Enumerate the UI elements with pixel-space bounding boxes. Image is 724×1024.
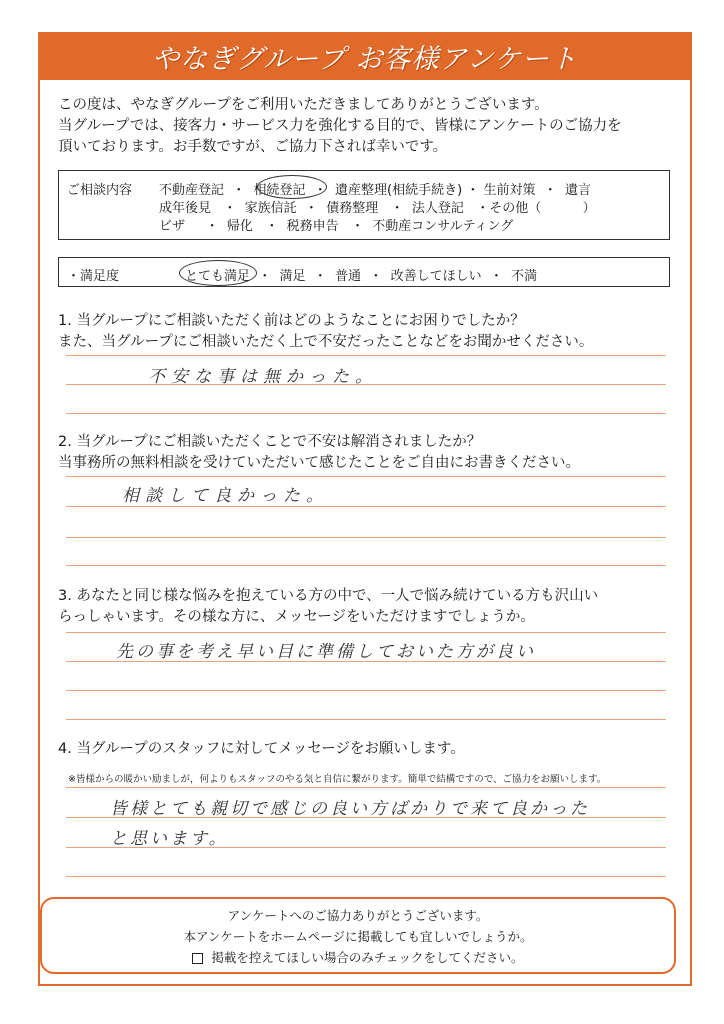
consultation-options-row: 成年後見 ・ 家族信託 ・ 債務整理 ・ 法人登記 ・その他（ ）	[159, 201, 596, 216]
selected-consultation-circle	[257, 175, 327, 199]
title-banner	[38, 32, 692, 80]
consultation-options-row: 不動産登記 ・ 相続登記 ・ 遺産整理(相続手続き) ・ 生前対策 ・ 遺言	[159, 183, 591, 198]
question-4-note: ※皆様からの暖かい励ましが，何よりもスタッフのやる気と自信に繋がります。簡単で結構ですので、ご協力をお願いします。	[68, 774, 607, 785]
question-text: 当事務所の無料相談を受けていただいて感じたことをご自由にお書きください。	[58, 455, 580, 471]
answer-rule	[66, 847, 666, 848]
satisfaction-box	[58, 257, 670, 287]
checkbox-label: 掲載を控えてほしい場合のみチェックをしてください。	[211, 950, 524, 965]
publish-opt-out-checkbox[interactable]	[192, 953, 203, 964]
answer-2-handwriting: 相談して良かった。	[122, 486, 329, 506]
answer-rule	[66, 537, 666, 538]
question-text: また、当グループにご相談いただく上で不安だったことなどをお聞かせください。	[58, 334, 594, 350]
footer-box	[40, 897, 676, 974]
answer-rule	[66, 506, 666, 507]
question-text: 4. 当グループのスタッフに対してメッセージをお願いします。	[58, 741, 465, 757]
footer-line: 本アンケートをホームページに掲載しても宜しいでしょうか。	[183, 929, 533, 944]
answer-rule	[66, 476, 666, 477]
question-4	[58, 739, 678, 760]
consultation-label: ご相談内容	[67, 183, 133, 198]
consultation-box	[58, 170, 670, 240]
answer-1-handwriting: 不安な事は無かった。	[148, 367, 378, 387]
intro-text	[58, 95, 678, 158]
intro-line: この度は、やなぎグループをご利用いただきましてありがとうございます。	[58, 97, 549, 113]
question-1	[58, 311, 678, 353]
answer-rule	[66, 384, 666, 385]
answer-rule	[66, 661, 666, 662]
answer-rule	[66, 817, 666, 818]
answer-rule	[66, 632, 666, 633]
survey-title: やなぎグループ お客様アンケート	[152, 43, 578, 75]
satisfaction-label: ・満足度	[67, 269, 120, 284]
publish-consent-row	[42, 947, 674, 968]
answer-rule	[66, 565, 666, 566]
question-2	[58, 432, 678, 474]
question-text: 3. あなたと同じ様な悩みを抱えている方の中で、一人で悩み続けている方も沢山い	[58, 588, 599, 604]
answer-rule	[66, 355, 666, 356]
intro-line: 頂いております。お手数ですが、ご協力下されば幸いです。	[58, 139, 448, 155]
answer-4-handwriting-line: 皆様とても親切で感じの良い方ばかりで来て良かった	[110, 799, 590, 819]
answer-rule	[66, 719, 666, 720]
intro-line: 当グループでは、接客力・サービス力を強化する目的で、皆様にアンケートのご協力を	[58, 118, 622, 134]
satisfaction-options: とても満足 ・ 満足 ・ 普通 ・ 改善してほしい ・ 不満	[185, 269, 538, 284]
question-text: らっしゃいます。その様な方に、メッセージをいただけますでしょうか。	[58, 609, 535, 625]
answer-3-handwriting: 先の事を考え早い目に準備しておいた方が良い	[116, 642, 536, 662]
question-3	[58, 586, 678, 628]
answer-rule	[66, 876, 666, 877]
consultation-options-row: ビザ ・ 帰化 ・ 税務申告 ・ 不動産コンサルティング	[159, 219, 514, 234]
question-text: 2. 当グループにご相談いただくことで不安は解消されましたか？	[58, 434, 482, 450]
answer-rule	[66, 787, 666, 788]
selected-satisfaction-circle	[179, 260, 257, 286]
question-text: 1. 当グループにご相談いただく前はどのようなことにお困りでしたか？	[58, 313, 525, 329]
answer-rule	[66, 690, 666, 691]
answer-4-handwriting-line: と思います。	[110, 829, 229, 849]
footer-line: アンケートへのご協力ありがとうございます。	[227, 908, 489, 923]
answer-rule	[66, 413, 666, 414]
